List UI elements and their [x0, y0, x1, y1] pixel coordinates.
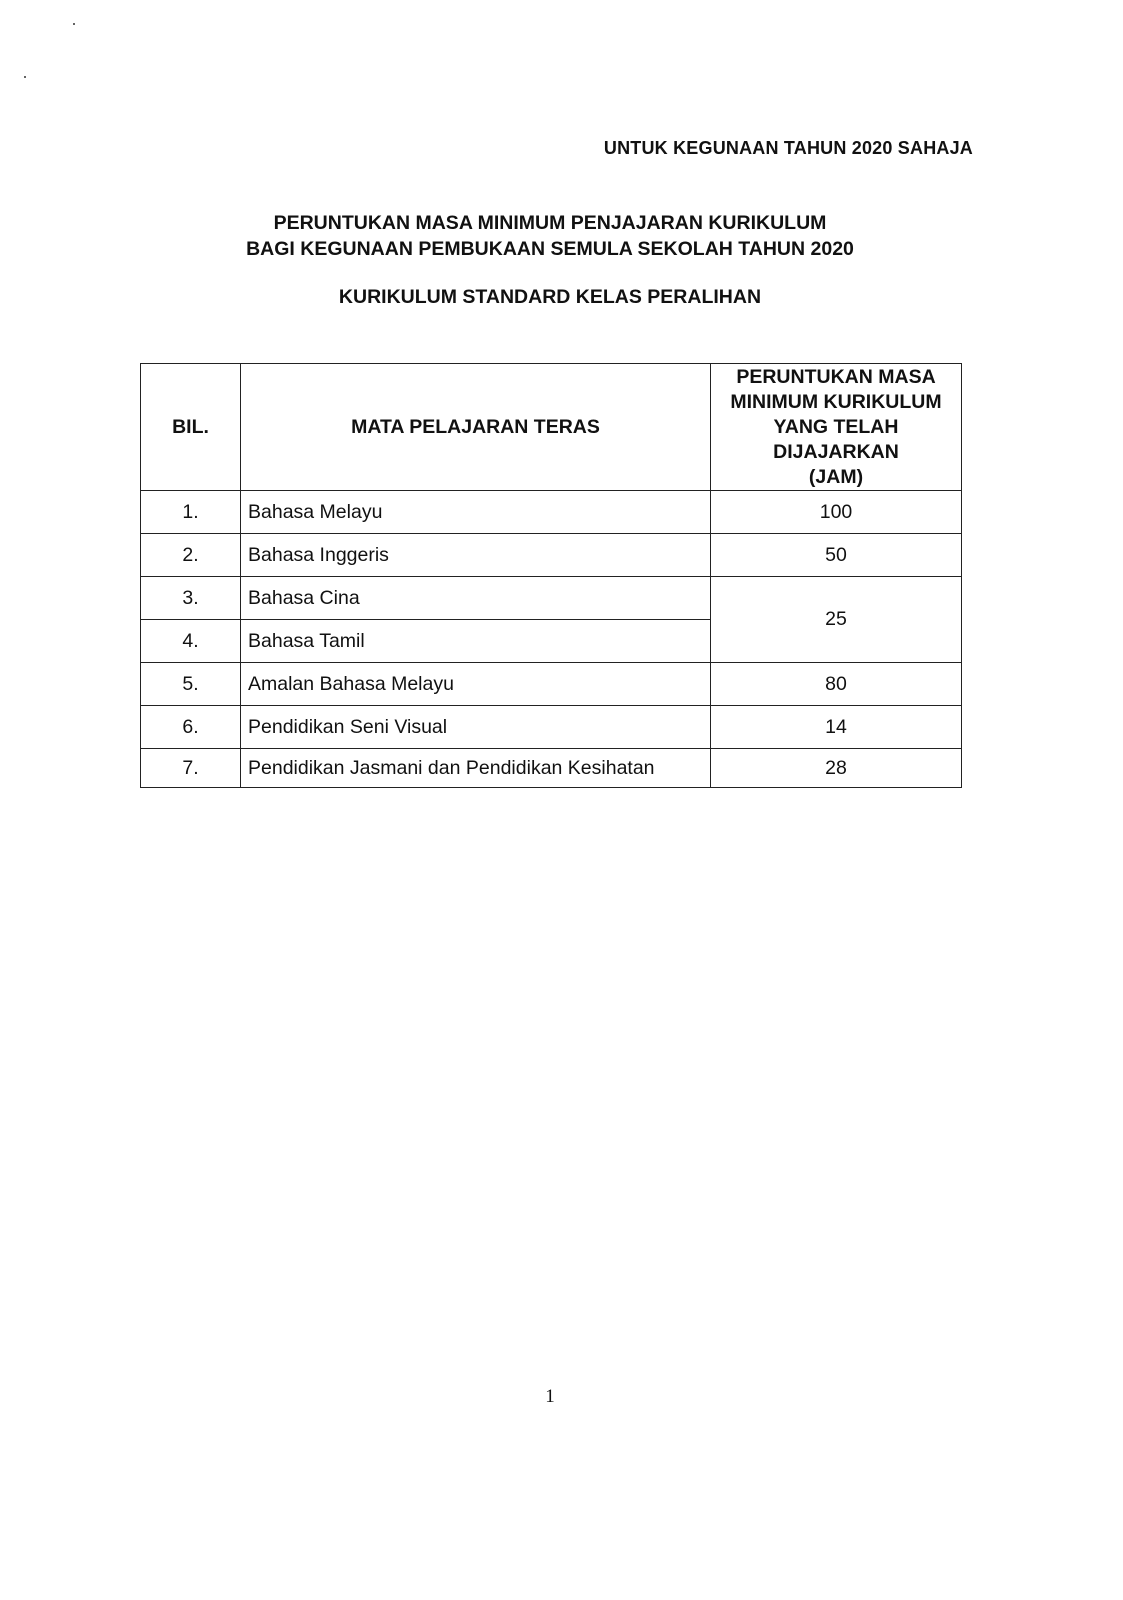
row-subject: Pendidikan Jasmani dan Pendidikan Kesihatan	[241, 749, 711, 788]
scan-speck	[73, 23, 75, 25]
table-row	[141, 577, 962, 620]
header-hours-line-4: DIJAJARKAN	[773, 440, 899, 463]
row-bil: 3.	[141, 577, 241, 620]
row-subject: Amalan Bahasa Melayu	[241, 663, 711, 706]
header-subject: MATA PELAJARAN TERAS	[241, 364, 711, 491]
row-hours-merged: 25	[711, 577, 962, 663]
allocation-table	[140, 363, 962, 788]
table-row	[141, 749, 962, 788]
row-subject: Bahasa Melayu	[241, 491, 711, 534]
row-subject: Bahasa Tamil	[241, 620, 711, 663]
title-line-2: BAGI KEGUNAAN PEMBUKAAN SEMULA SEKOLAH TAHUN 2020	[246, 238, 854, 260]
row-bil: 4.	[141, 620, 241, 663]
row-subject: Pendidikan Seni Visual	[241, 706, 711, 749]
header-hours-line-3: YANG TELAH	[773, 415, 899, 438]
header-hours-line-5: (JAM)	[808, 465, 864, 488]
header-hours	[711, 364, 962, 491]
document-title	[0, 210, 1100, 262]
row-hours: 100	[711, 491, 962, 534]
document-subtitle: KURIKULUM STANDARD KELAS PERALIHAN	[338, 286, 762, 308]
header-bil: BIL.	[141, 364, 241, 491]
table-row	[141, 663, 962, 706]
table-row	[141, 534, 962, 577]
header-hours-line-1: PERUNTUKAN MASA	[736, 365, 936, 388]
header-hours-line-2: MINIMUM KURIKULUM	[730, 390, 942, 413]
title-line-1: PERUNTUKAN MASA MINIMUM PENJAJARAN KURIKULUM	[273, 212, 827, 234]
row-bil: 7.	[141, 749, 241, 788]
row-hours: 14	[711, 706, 962, 749]
page-number: 1	[545, 1386, 555, 1407]
row-subject: Bahasa Cina	[241, 577, 711, 620]
row-bil: 1.	[141, 491, 241, 534]
row-hours: 80	[711, 663, 962, 706]
table-header-row	[141, 364, 962, 491]
row-hours: 28	[711, 749, 962, 788]
table-row	[141, 706, 962, 749]
usage-note: UNTUK KEGUNAAN TAHUN 2020 SAHAJA	[603, 138, 973, 158]
table-row	[141, 491, 962, 534]
row-bil: 2.	[141, 534, 241, 577]
row-bil: 6.	[141, 706, 241, 749]
row-hours: 50	[711, 534, 962, 577]
row-bil: 5.	[141, 663, 241, 706]
row-subject: Bahasa Inggeris	[241, 534, 711, 577]
scan-speck	[24, 76, 26, 78]
